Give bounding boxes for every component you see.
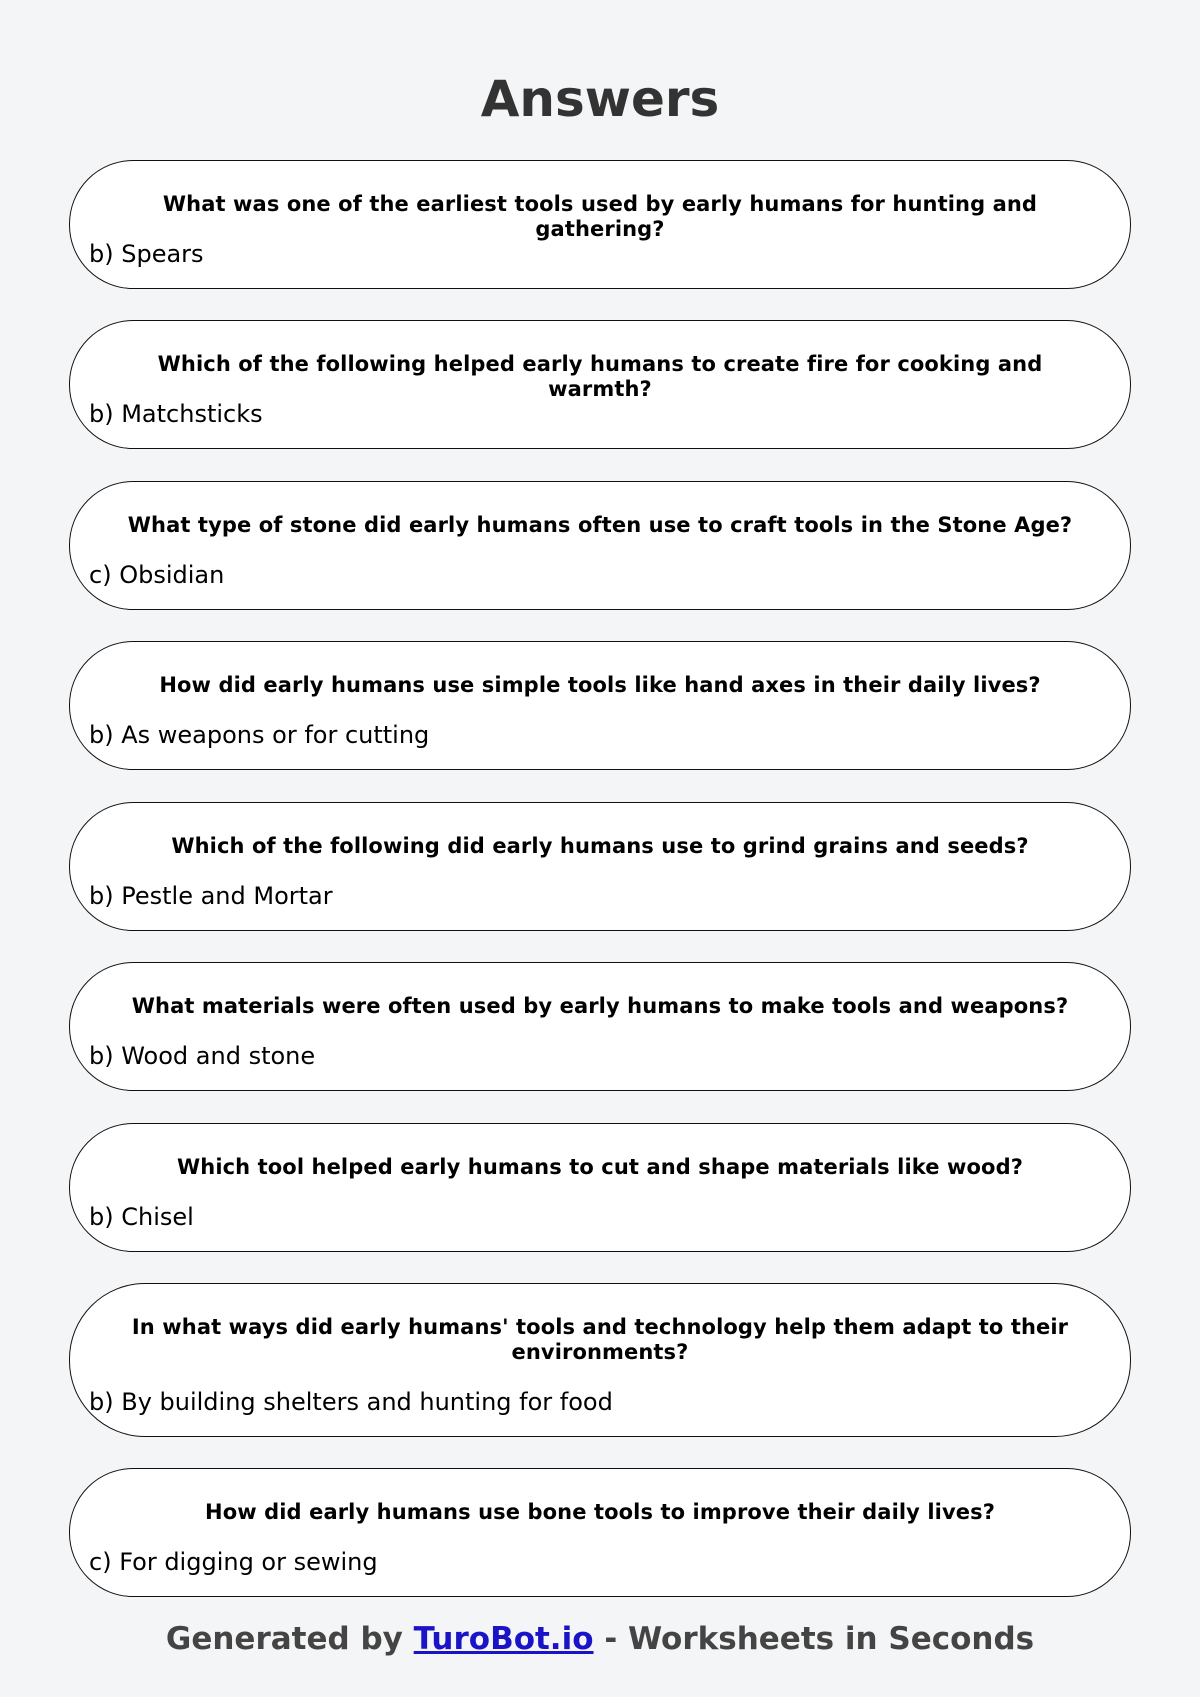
- answer-text: b) Chisel: [89, 1203, 194, 1231]
- answer-text: b) Spears: [89, 240, 204, 268]
- question-text: Which of the following helped early humans to create fire for cooking and warmth?: [157, 352, 1043, 401]
- question-text: What type of stone did early humans often use to craft tools in the Stone Age?: [127, 513, 1073, 537]
- answer-text: b) As weapons or for cutting: [89, 721, 430, 749]
- page-title: Answers: [480, 70, 720, 128]
- question-text: What was one of the earliest tools used by early humans for hunting and gathering?: [162, 192, 1038, 241]
- answer-card-2: [69, 320, 1131, 449]
- answer-text: b) By building shelters and hunting for food: [89, 1388, 613, 1416]
- question-text: What materials were often used by early humans to make tools and weapons?: [131, 994, 1069, 1018]
- answer-text: b) Matchsticks: [89, 400, 263, 428]
- turobot-link[interactable]: TuroBot.io: [413, 1621, 594, 1657]
- answer-text: b) Pestle and Mortar: [89, 882, 333, 910]
- footer-prefix: Generated by: [165, 1621, 403, 1657]
- answer-card-8: [69, 1283, 1131, 1437]
- question-text: Which tool helped early humans to cut and shape materials like wood?: [177, 1155, 1023, 1179]
- footer: [0, 1617, 1200, 1661]
- answer-text: c) For digging or sewing: [89, 1548, 378, 1576]
- answer-card-7: [69, 1123, 1131, 1252]
- answer-card-9: [69, 1468, 1131, 1597]
- answer-card-1: [69, 160, 1131, 289]
- answer-card-4: [69, 641, 1131, 770]
- answer-text: c) Obsidian: [89, 561, 225, 589]
- question-text: Which of the following did early humans use to grind grains and seeds?: [171, 834, 1029, 858]
- answer-text: b) Wood and stone: [89, 1042, 316, 1070]
- footer-suffix: - Worksheets in Seconds: [604, 1621, 1035, 1657]
- question-text: How did early humans use bone tools to improve their daily lives?: [205, 1500, 995, 1524]
- answer-card-6: [69, 962, 1131, 1091]
- question-text: In what ways did early humans' tools and technology help them adapt to their environments?: [131, 1315, 1069, 1364]
- question-text: How did early humans use simple tools like hand axes in their daily lives?: [159, 673, 1041, 697]
- answer-card-5: [69, 802, 1131, 931]
- answer-card-3: [69, 481, 1131, 610]
